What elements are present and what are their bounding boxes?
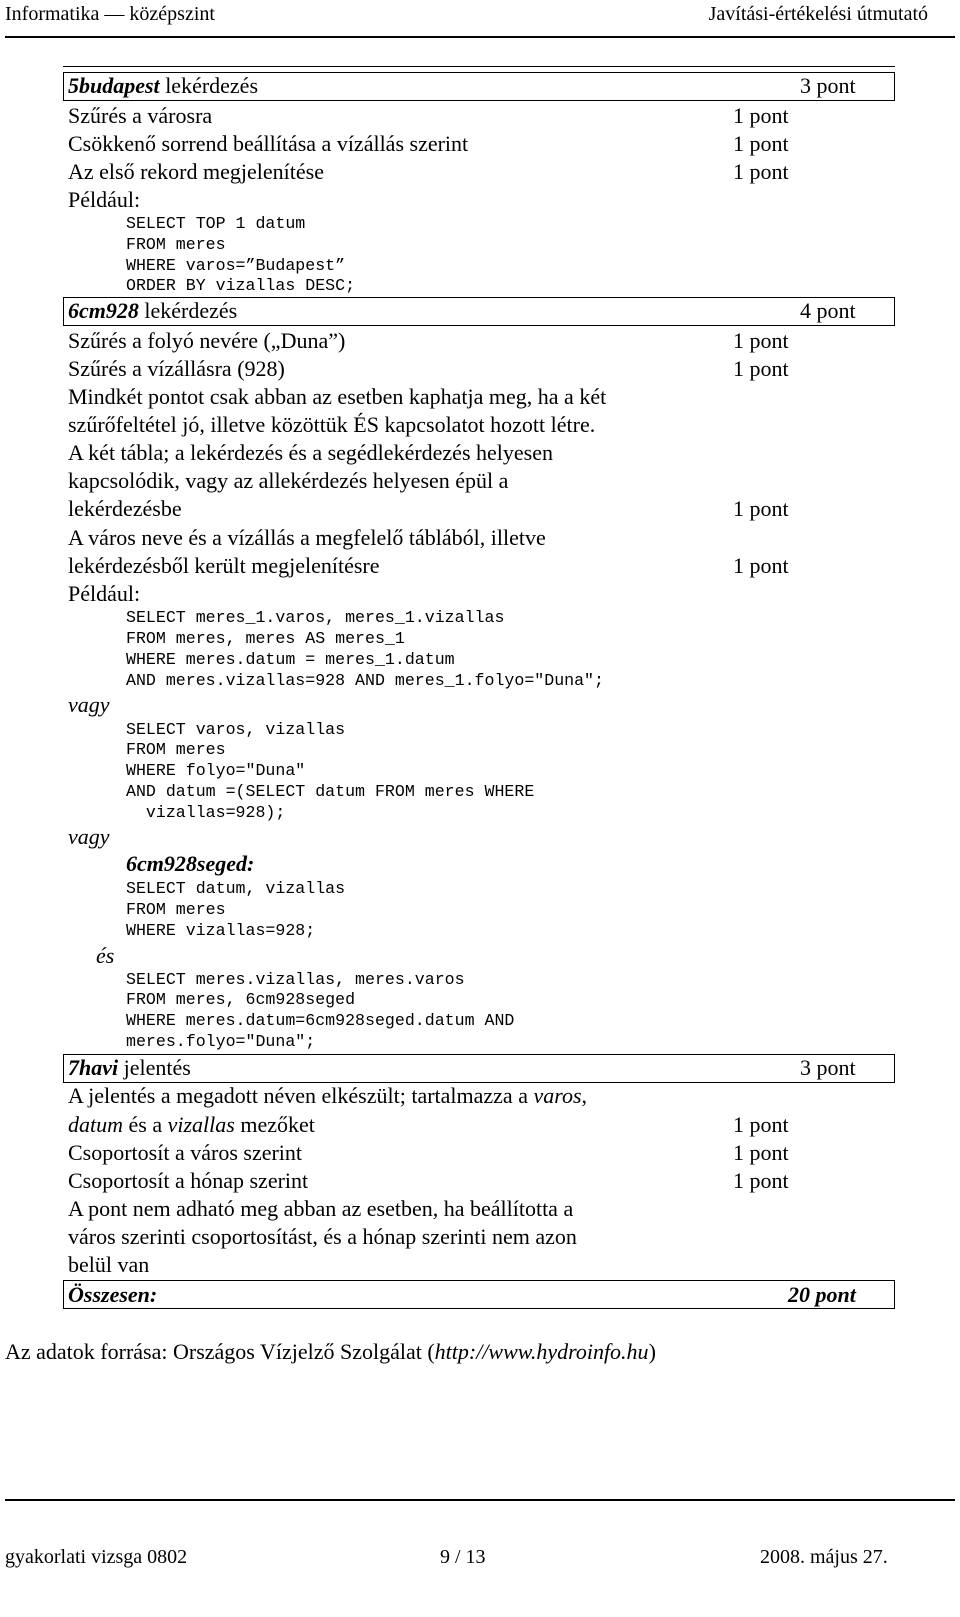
sec7-item-1-line: A jelentés a megadott néven elkészült; tartalmazza a varos, (68, 1083, 588, 1108)
header-right: Javítási-értékelési útmutató (708, 3, 928, 25)
total-box (63, 1280, 895, 1309)
sec5-item-2: Csökkenő sorrend beállítása a vízállás szerint (68, 131, 469, 156)
sec6-example-label: Például: (68, 581, 141, 606)
table-top-rule (63, 66, 895, 67)
section-5-total: 3 pont (800, 73, 856, 98)
sec6-code3-line: WHERE vizallas=928; (126, 921, 316, 940)
sec6-code3-line: FROM meres (126, 900, 226, 919)
footer-left: gyakorlati vizsga 0802 (5, 1546, 188, 1568)
sec6-item-2-points: 1 pont (733, 356, 789, 381)
sec6-code4-line: meres.folyo="Duna"; (126, 1032, 316, 1051)
sec6-code4-line: FROM meres, 6cm928seged (126, 990, 356, 1009)
sec6-item-3-line: lekérdezésbe (68, 496, 182, 521)
sec6-note-line: Mindkét pontot csak abban az esetben kaphatja meg, ha a két (68, 384, 607, 409)
section-7-total: 3 pont (800, 1055, 856, 1080)
sec5-example-label: Például: (68, 187, 141, 212)
section-6-total: 4 pont (800, 298, 856, 323)
sec7-note-line: belül van (68, 1252, 150, 1277)
sec5-item-1: Szűrés a városra (68, 103, 213, 128)
sec6-code4-line: SELECT meres.vizallas, meres.varos (126, 970, 465, 989)
sec6-item-3-line: A két tábla; a lekérdezés és a segédlekérdezés helyesen (68, 440, 553, 465)
sec7-item-3-points: 1 pont (733, 1168, 789, 1193)
sec6-item-1: Szűrés a folyó nevére („Duna”) (68, 328, 346, 353)
sec6-or-2: vagy (68, 824, 110, 849)
sec5-code-line: FROM meres (126, 235, 226, 254)
sec6-code2-line: SELECT varos, vizallas (126, 720, 346, 739)
sec6-or-1: vagy (68, 692, 110, 717)
sec5-code-line: SELECT TOP 1 datum (126, 214, 306, 233)
sec7-item-2-points: 1 pont (733, 1140, 789, 1165)
sec5-code-line: ORDER BY vizallas DESC; (126, 276, 356, 295)
sec7-item-2: Csoportosít a város szerint (68, 1140, 303, 1165)
section-6-title: 6cm928 lekérdezés (68, 298, 238, 323)
footer-date: 2008. május 27. (760, 1546, 888, 1568)
sec6-item-1-points: 1 pont (733, 328, 789, 353)
sec6-note-line: szűrőfeltétel jó, illetve közöttük ÉS kapcsolatot hozott létre. (68, 412, 596, 437)
sec6-item-2: Szűrés a vízállásra (928) (68, 356, 285, 381)
footer-page-number: 9 / 13 (440, 1546, 486, 1568)
sec5-item-1-points: 1 pont (733, 103, 789, 128)
sec6-item-3-points: 1 pont (733, 496, 789, 521)
total-points: 20 pont (788, 1282, 856, 1307)
sec7-item-1-line: datum és a vizallas mezőket (68, 1112, 315, 1137)
sec6-seged-title: 6cm928seged: (126, 851, 255, 876)
sec6-item-4-line: lekérdezésből került megjelenítésre (68, 553, 380, 578)
total-label: Összesen: (68, 1282, 158, 1307)
sec6-item-4-line: A város neve és a vízállás a megfelelő táblából, illetve (68, 525, 546, 550)
sec6-code1-line: FROM meres, meres AS meres_1 (126, 629, 405, 648)
sec6-and: és (96, 943, 115, 968)
sec7-item-3: Csoportosít a hónap szerint (68, 1168, 309, 1193)
sec5-item-3-points: 1 pont (733, 159, 789, 184)
sec6-code1-line: WHERE meres.datum = meres_1.datum (126, 650, 455, 669)
sec6-code2-line: WHERE folyo="Duna" (126, 761, 306, 780)
sec5-code-line: WHERE varos=”Budapest” (126, 256, 346, 275)
header-left: Informatika — középszint (5, 3, 215, 25)
sec6-code3-line: SELECT datum, vizallas (126, 879, 346, 898)
sec6-code2-line: FROM meres (126, 740, 226, 759)
sec6-code2-line: AND datum =(SELECT datum FROM meres WHERE (126, 782, 535, 801)
footer-rule (5, 1499, 955, 1501)
sec6-code1-line: AND meres.vizallas=928 AND meres_1.folyo="Duna"; (126, 671, 604, 690)
sec6-item-4-points: 1 pont (733, 553, 789, 578)
sec6-code1-line: SELECT meres_1.varos, meres_1.vizallas (126, 608, 505, 627)
sec6-item-3-line: kapcsolódik, vagy az allekérdezés helyesen épül a (68, 468, 509, 493)
sec5-item-2-points: 1 pont (733, 131, 789, 156)
section-7-title: 7havi jelentés (68, 1055, 191, 1080)
section-5-title: 5budapest lekérdezés (68, 73, 259, 98)
sec7-note-line: város szerinti csoportosítást, és a hónap szerinti nem azon (68, 1224, 577, 1249)
sec6-code4-line: WHERE meres.datum=6cm928seged.datum AND (126, 1011, 515, 1030)
source-link[interactable]: http://www.hydroinfo.hu (434, 1339, 649, 1364)
source-note: Az adatok forrása: Országos Vízjelző Szolgálat (http://www.hydroinfo.hu) (5, 1339, 656, 1364)
sec6-code2-line: vizallas=928); (126, 803, 286, 822)
sec7-item-1-points: 1 pont (733, 1112, 789, 1137)
header-rule (5, 36, 955, 38)
sec7-note-line: A pont nem adható meg abban az esetben, ha beállította a (68, 1196, 574, 1221)
sec5-item-3: Az első rekord megjelenítése (68, 159, 324, 184)
